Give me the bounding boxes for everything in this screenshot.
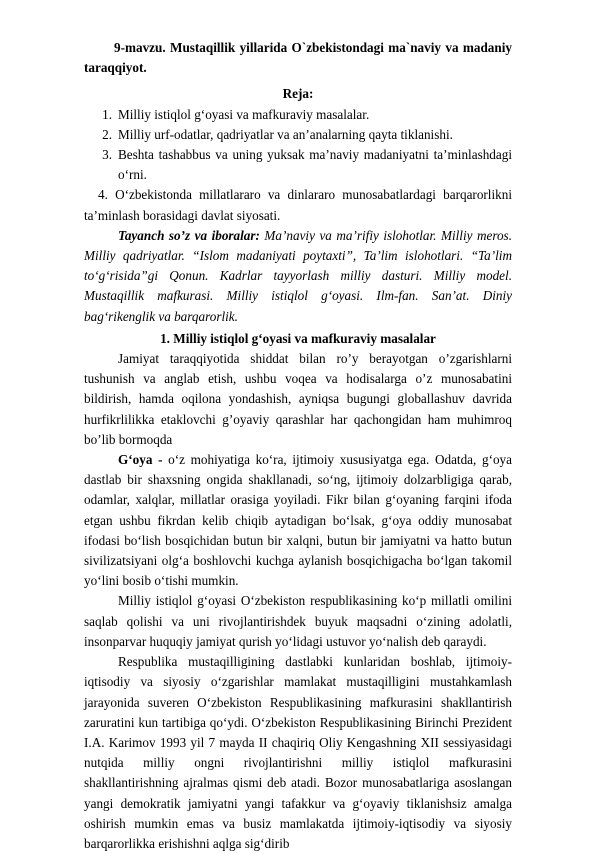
body-paragraph: Jamiyat taraqqiyotida shiddat bilan ro’y berayotgan o’zgarishlarni tushunish va anglab etish, ushbu voqea va hodisalarga o’z munosabatini bildirish, hamda oqilona yondashish, ayniqsa bugungi globallashuv davrida hurfikrlilikka etaklovchi g’oyaviy qarashlar har qachongidan ham muhimroq bo’lib bormoqda: [84, 351, 512, 447]
plan-item-number: 1.: [102, 106, 112, 122]
plan-heading: Reja:: [282, 86, 314, 102]
document-title: 9-mavzu. Mustaqillik yillarida O`zbekistondagi ma`naviy va madaniy taraqqiyot.: [84, 40, 512, 76]
plan-item-4: 4. O‘zbekistonda millatlararo va dinlararo munosabatlardagi barqarorlikni ta’minlash borasidagi davlat siyosati.: [84, 187, 512, 223]
plan-list: [84, 105, 512, 186]
plan-item-text: Beshta tashabbus va uning yuksak ma’naviy madaniyatni ta’minlashdagi o‘rni.: [118, 147, 512, 183]
keywords-label: Tayanch so’z va iboralar:: [118, 227, 260, 243]
definition-text: o‘z mohiyatiga ko‘ra, ijtimoiy xususiyatga ega. Odatda, g‘oya dastlab bir shaxsning ongida shakllanadi, so‘ng, ijtimoiy dolzarbligiga qarab, odamlar, xalqlar, millatlar orasiga yoyiladi. Fikr bilan g‘oyaning farqini ifoda etgan ushbu fikrdan kelib chiqib aytadigan bo‘lsak, g‘oya oddiy munosabat ifodasi bo‘lish bosqichidan butun bir xalqni, butun bir jamiyatni va hatto butun sivilizatsiyani olg‘a boshlovchi kuchga aylanish bosqichigacha bo‘lgan takomil yo‘lini bosib o‘tishi mumkin.: [84, 452, 513, 589]
plan-item-number: 3.: [102, 147, 112, 163]
body-paragraph: Milliy istiqlol g‘oyasi O‘zbekiston respublikasining ko‘p millatli omilini saqlab qolishi va uni rivojlantirishdek buyuk maqsadni o‘zining adolatli, insonparvar huquqiy jamiyat qurish yo‘lidagi ustuvor yo‘nalish deb qaraydi.: [84, 593, 512, 649]
keywords-text: Ma’naviy va ma’rifiy islohotlar. Milliy meros. Milliy qadriyatlar. “Islom madaniyati poytaxti”, Ta’lim islohotlari. “Ta’lim to‘g‘risida”gi Qonun. Kadrlar tayyorlash milliy dasturi. Milliy model. Mustaqillik mafkurasi. Milliy istiqlol g‘oyasi. Ilm-fan. San’at. Diniy bag‘rikenglik va barqarorlik.: [84, 227, 512, 324]
plan-item-number: 2.: [102, 126, 112, 142]
section-heading: 1. Milliy istiqlol g‘oyasi va mafkuraviy masalalar: [160, 330, 436, 346]
plan-item: [84, 125, 512, 145]
body-paragraph: Respublika mustaqilligining dastlabki kunlaridan boshlab, ijtimoiy-iqtisodiy va siyosiy o‘zgarishlar mamlakat mustaqilligini mustahkamlash jarayonida suveren O‘zbekiston Respublikasining mafkurasini shakllantirish zaruratini kun tartibiga qo‘ydi. O‘zbekiston Respublikasining Birinchi Prezident I.A. Karimov 1993 yil 7 mayda II chaqiriq Oliy Kengashning XII sessiyasidagi nutqida milliy ongni rivojlantirishni milliy istiqlol mafkurasini shakllantirishning ajralmas qismi deb atadi. Bozor munosabatlariga asoslangan yangi demokratik jamiyatni yangi tafakkur va g‘oyaviy tiklanishsiz amalga oshirish mumkin emas va busiz mamlakatda ijtimoiy-iqtisodiy va siyosiy barqarorlikka erishishni aqlga sig‘dirib: [84, 654, 512, 851]
definition-paragraph: [84, 450, 512, 591]
plan-item: [84, 145, 512, 185]
definition-term: G‘oya -: [118, 452, 163, 468]
keywords-paragraph: [84, 226, 512, 327]
plan-item: [84, 105, 512, 125]
plan-item-text: Milliy urf-odatlar, qadriyatlar va an’analarning qayta tiklanishi.: [118, 126, 453, 142]
plan-item-text: Milliy istiqlol g‘oyasi va mafkuraviy masalalar.: [118, 106, 370, 122]
